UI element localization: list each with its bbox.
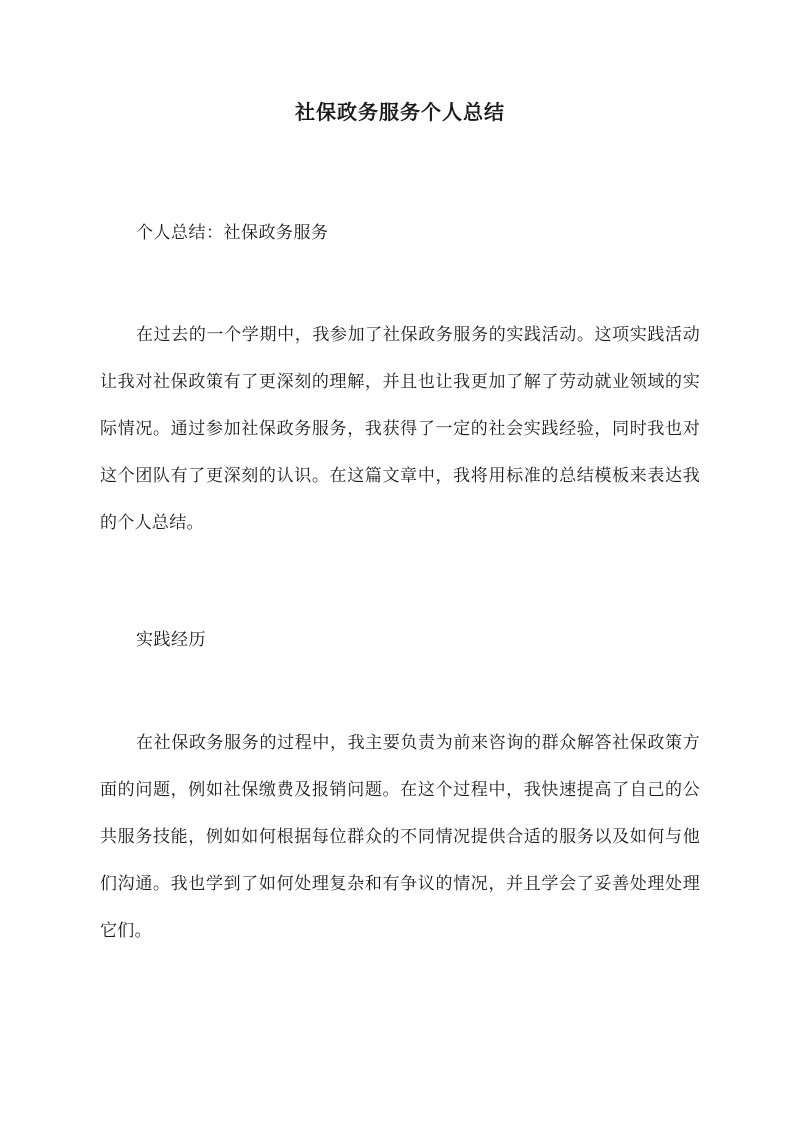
experience-paragraph: 在社保政务服务的过程中，我主要负责为前来咨询的群众解答社保政策方面的问题，例如社保缴费及报销问题。在这个过程中，我快速提高了自己的公共服务技能，例如如何根据每位群众的不同情况提供合适的服务以及如何与他们沟通。我也学到了如何处理复杂和有争议的情况，并且学会了妥善处理处理它们。 xyxy=(100,733,700,941)
document-title: 社保政务服务个人总结 xyxy=(295,100,505,124)
summary-subtitle: 个人总结：社保政务服务 xyxy=(136,223,329,243)
section-heading: 实践经历 xyxy=(136,630,206,650)
intro-paragraph: 在过去的一个学期中，我参加了社保政务服务的实践活动。这项实践活动让我对社保政策有了更深刻的理解，并且也让我更加了解了劳动就业领域的实际情况。通过参加社保政务服务，我获得了一定的社会实践经验，同时我也对这个团队有了更深刻的认识。在这篇文章中，我将用标准的总结模板来表达我的个人总结。 xyxy=(100,325,700,533)
